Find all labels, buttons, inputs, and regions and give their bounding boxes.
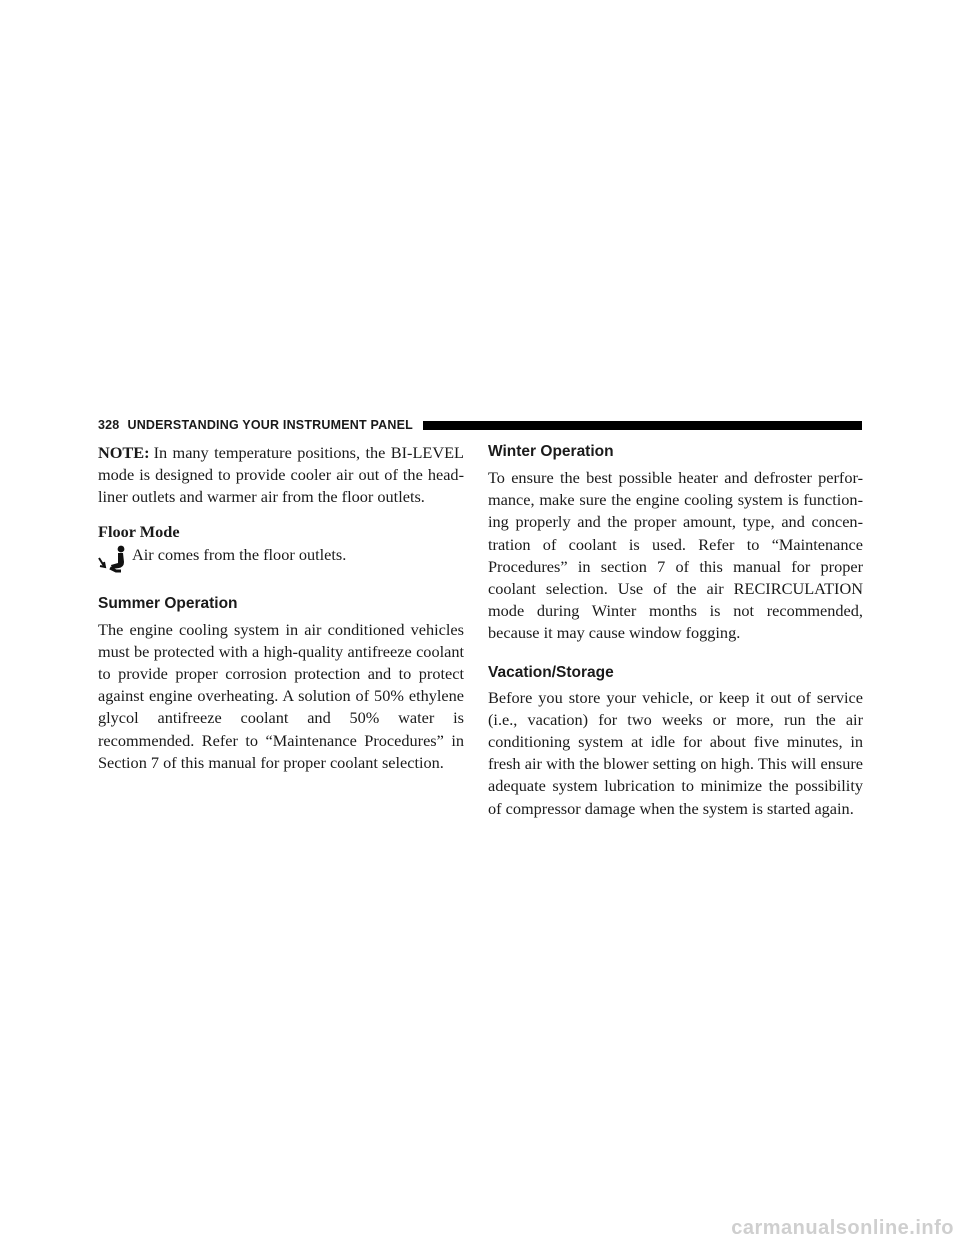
left-column: [98, 442, 464, 774]
note-paragraph: [98, 442, 464, 509]
vacation-heading: Vacation/Storage: [488, 663, 614, 681]
vacation-paragraph: Before you store your vehicle, or keep it out of service (i.e., vacation) for two weeks or more, run the air conditioning system at idle for about five minutes, in fresh air with the blower setting on high. This will ensure adequate system lubrication to minimize the possibility of compressor damage when the system is started again.: [488, 687, 863, 818]
floor-mode-label: Floor Mode: [98, 521, 180, 541]
note-text: In many temperature positions, the BI-LEVEL mode is designed to provide cooler air out of the head-liner outlets and warmer air from the floor outlets.: [98, 443, 464, 507]
header-rule: [423, 421, 862, 430]
winter-paragraph: To ensure the best possible heater and defroster perfor-mance, make sure the engine cooling system is function-ing properly and the proper amount, type, and concen-tration of coolant is used. Refer to “Maintenance Procedures” in section 7 of this manual for proper coolant selection. Use of the air RECIRCULATION mode during Winter months is not recommended, because it may cause window fogging.: [488, 468, 863, 643]
right-column: [488, 442, 863, 820]
summer-heading: Summer Operation: [98, 594, 238, 612]
winter-heading: Winter Operation: [488, 443, 614, 460]
floor-mode-text: Air comes from the floor outlets.: [132, 544, 347, 564]
watermark: carmanualsonline.info: [731, 1217, 954, 1239]
summer-paragraph: The engine cooling system in air conditioned vehicles must be protected with a high-quality antifreeze coolant to provide proper corrosion protection and to protect against engine overheating. A solution of 50% ethylene glycol antifreeze coolant and 50% water is recommended. Refer to “Maintenance Procedures” in Section 7 of this manual for proper coolant selection.: [98, 619, 464, 772]
page-number: 328: [98, 418, 120, 432]
floor-mode-icon: [98, 544, 132, 574]
floor-mode-row: [98, 544, 464, 584]
note-label: NOTE:: [98, 443, 150, 462]
page-header: [98, 417, 862, 433]
section-title: UNDERSTANDING YOUR INSTRUMENT PANEL: [127, 418, 413, 432]
